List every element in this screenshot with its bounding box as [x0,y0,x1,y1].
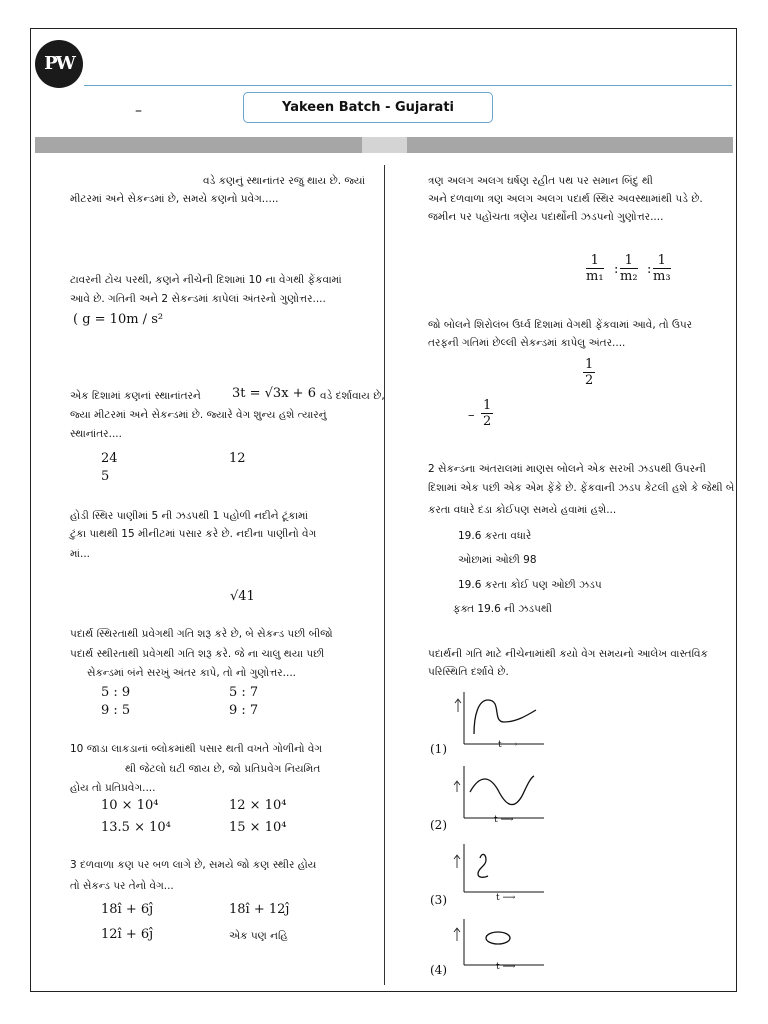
q5-option: 9 : 7 [229,703,259,718]
header-band-right [407,137,733,153]
q8-fraction-2: $\frac{1}{\text{m₂}}$ [620,253,638,284]
q10-option: ફક્ત 19.6 ની ઝડપથી [453,603,552,615]
q7-option: 12î + 6ĵ [101,927,154,942]
q5-option: 9 : 5 [101,703,131,718]
q9-option-1: $\frac{1}{2}$ [585,357,594,388]
q9-option-2-sign: – [468,408,475,423]
graph-4-xlabel: t ⟶ [496,962,516,972]
q1-line: વડે કણનું સ્થાનાંતર રજુ થાય છે. જ્યાં [203,175,366,187]
q5-line: પદાર્થ સ્થીરતાથી પ્રવેગથી ગતિ શરૂ કરે. જે ના ચાલુ થયા પછી [70,648,325,660]
graph-4-label: (4) [430,963,447,977]
q7-option: એક પણ નહિ [229,930,288,942]
q10-option: ઓછામાં ઓછી 98 [458,554,537,566]
q5-option: 5 : 9 [101,685,131,700]
q2-line: આવે છે. ગતિની અને 2 સેકન્ડમાં કાપેલાં અંતરનો ગુણોત્તર.... [70,293,326,305]
column-divider [384,165,385,985]
q9-line: તરફની ગતિમાં છેલ્લી સેકન્ડમાં કાપેલુ અંતર.... [428,337,626,349]
graph-1-label: (1) [430,742,447,756]
q4-line: ટુંકા પાથથી 15 મીનીટમાં પસાર કરે છે. નદીના પાણીનો વેગ [70,528,317,540]
q4-line: હોડી સ્થિર પાણીમાં 5 ની ઝડપથી 1 પહોળી નદીને ટૂંકામાં [70,510,309,522]
q10-option: 19.6 કરતા કોઈ પણ ઓછી ઝડપ [458,579,602,591]
q1-line: મીટરમાં અને સેકન્ડમાં છે, સમયે કણનો પ્રવેગ..... [70,193,279,205]
header-dash: – [135,103,142,119]
q8-line: જમીન પર પહોંચતા ત્રણેય પદાર્થોની ઝડપનો ગુણોત્તર.... [428,211,664,223]
q7-option: 18î + 12ĵ [229,902,290,917]
q10-option: 19.6 કરતા વધારે [458,530,532,542]
q5-line: સેકન્ડમાં બંને સરખું અંતર કાપે, તો નો ગુણોત્તર.... [87,667,296,679]
q7-line: 3 દળવાળા કણ પર બળ લાગે છે, સમયે જો કણ સ્થીર હોય [70,859,317,871]
q8-ratio-sep: : [614,262,619,277]
q6-line: 10 જાડા લાકડાનાં બ્લોકમાંથી પસાર થતી વખતે ગોળીનો વેગ [70,743,323,755]
q5-option: 5 : 7 [229,685,259,700]
q3-option: 5 [101,469,110,484]
q3-line: સ્થાનાંતર.... [70,428,122,440]
pw-logo: PW [35,40,83,88]
q6-option: 13.5 × 10⁴ [101,820,171,835]
q10-line: 2 સેકન્ડના અંતરાલમાં માણસ બોલને એક સરખી ઝડપથી ઉપરની [428,463,706,475]
q4-formula: √41 [230,589,255,604]
q3-option: 24 [101,451,118,466]
graph-3-label: (3) [430,893,447,907]
graph-2-xlabel: t ⟶ [494,815,514,825]
header-band-left [35,137,362,153]
batch-title: Yakeen Batch - Gujarati [243,92,493,123]
graph-1-xlabel: t ⟶ [498,740,518,750]
q5-line: પદાર્થ સ્થિરતાથી પ્રવેગથી ગતિ શરૂ કરે છે, બે સેકન્ડ પછી બીજો [70,628,333,640]
q8-fraction-1: $\frac{1}{\text{m₁}}$ [586,253,604,284]
q10-line: દિશામાં એક પછી એક એમ ફેંકે છે. ફેંકવાની ઝડપ કેટલી હશે કે જેથી બે [428,482,735,494]
q11-line: પરિસ્થિતિ દર્શાવે છે. [428,666,509,678]
q7-option: 18î + 6ĵ [101,902,154,917]
q4-line: માં... [70,548,90,560]
graph-3-xlabel: t ⟶ [496,893,516,903]
q3-line: એક દિશામાં કણનાં સ્થાનાંતરને [70,390,201,402]
q3-line: વડે દર્શાવાય છે, [320,390,385,402]
q9-line: જો બોલને શિરોલંબ ઉર્ધ્વ દિશામાં વેગથી ફેંકવામાં આવે, તો ઉપર [428,319,693,331]
q8-fraction-3: $\frac{1}{\text{m₃}}$ [653,253,671,284]
q8-line: ત્રણ અલગ અલગ ઘર્ષણ રહીત પથ પર સમાન બિંદુ થી [428,175,653,187]
q6-option: 12 × 10⁴ [229,798,287,813]
q10-line: કરતા વધારે દડા કોઈપણ સમયે હવામાં હશે... [428,504,617,516]
q6-option: 10 × 10⁴ [101,798,159,813]
graph-2-label: (2) [430,818,447,832]
q2-line: ટાવરની ટોચ પરથી, કણને નીચેની દિશામાં 10 ના વેગથી ફેંકવામાં [70,274,342,286]
q6-line: હોય તો પ્રતિપ્રવેગ.... [70,782,156,794]
q3-formula: 3t = √3x + 6 [232,386,316,401]
graph-3 [452,840,548,900]
q9-option-2: $\frac{1}{2}$ [483,398,492,429]
q11-line: પદાર્થની ગતિ માટે નીચેનામાંથી કયો વેગ સમયનો આલેખ વાસ્તવિક [428,648,708,660]
q8-ratio-sep: : [647,262,652,277]
q6-line: થી જેટલો ઘટી જાય છે, જો પ્રતિપ્રવેગ નિયમિત [125,763,321,775]
q7-line: તો સેકન્ડ પર તેનો વેગ... [70,880,174,892]
q6-option: 15 × 10⁴ [229,820,287,835]
q8-line: અને દળવાળા ત્રણ અલગ અલગ પદાર્થ સ્થિર અવસ્થામાંથી પડે છે. [428,193,703,205]
header-rule [84,85,732,86]
q3-option: 12 [229,451,246,466]
q2-formula: ( g = 10m / s² [73,312,164,327]
header-band-middle [362,137,407,153]
q3-line: જ્યા મીટરમાં અને સેકન્ડમાં છે. જ્યારે વેગ શુન્ય હશે ત્યારનું [70,409,327,421]
